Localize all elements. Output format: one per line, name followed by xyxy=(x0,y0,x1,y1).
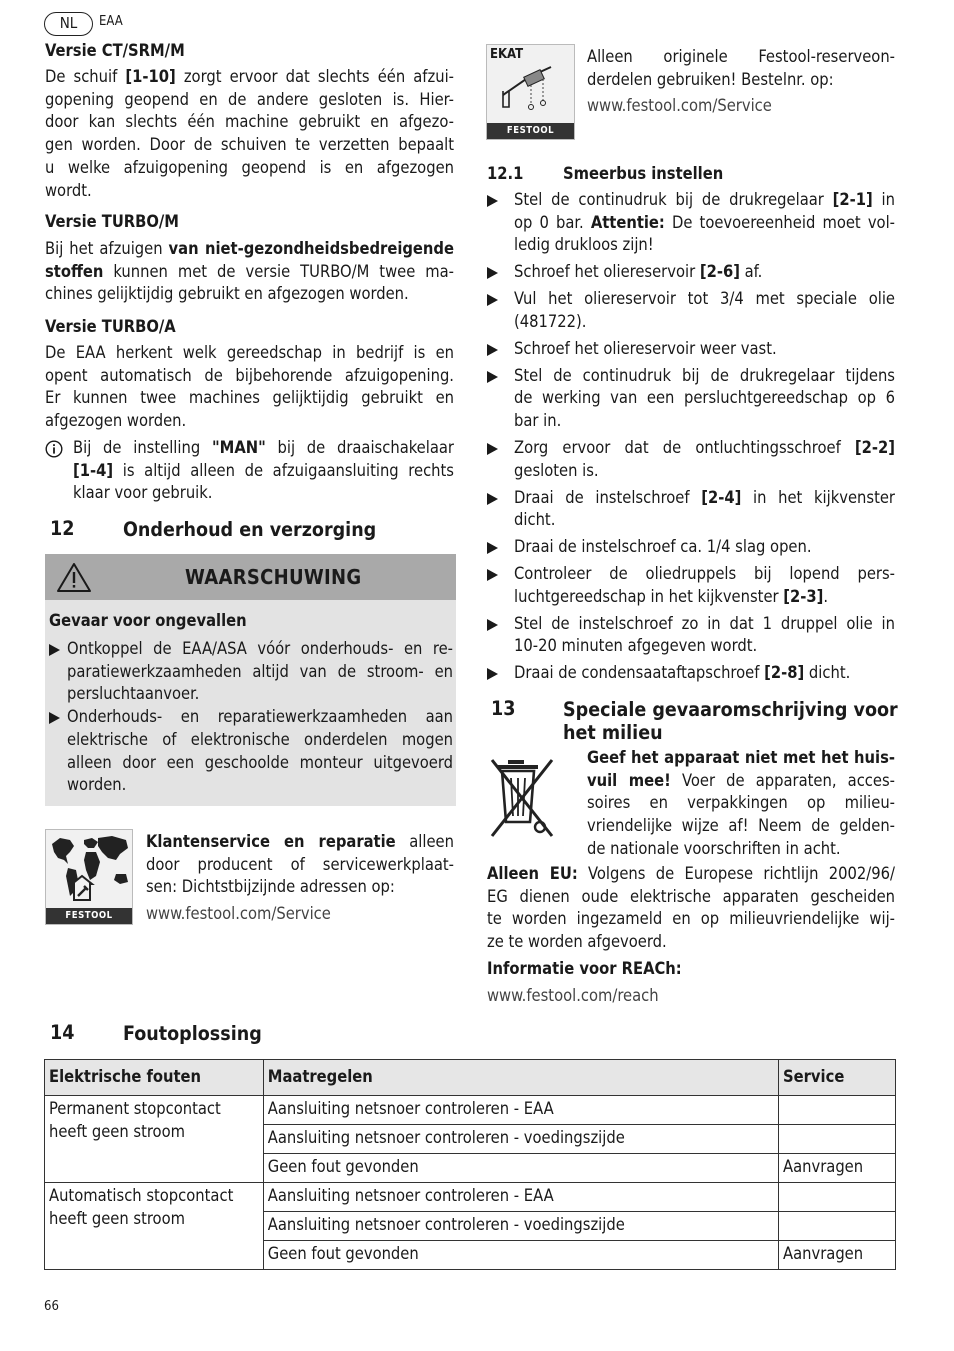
section-13-number: 13 xyxy=(491,697,516,720)
fault-cell: Permanent stopcontact heeft geen stroom xyxy=(45,1096,264,1183)
measure-cell: Aansluiting netsnoer controleren - EAA xyxy=(263,1096,778,1125)
warning-title: WAARSCHUWING xyxy=(185,565,362,589)
service-cell: Aanvragen xyxy=(779,1241,896,1270)
service-text: Klantenservice en reparatie alleen door producent of servicewerkplaat- sen: Dichtstbijzijnde adressen op: www.festool.com/Service xyxy=(146,831,454,926)
ct-text: De schuif [1-10] zorgt ervoor dat slechts één afzui- gopening geopend en de andere gesloten is. Hier- door kan slechts één machine gebruikt en afgezo- gen worden. Door de schuiven te verzetten bepaalt u welke afzuigopening geopend is en afgezogen wordt. xyxy=(45,67,454,200)
world-map-icon xyxy=(46,830,132,908)
service-cell xyxy=(779,1096,896,1125)
measure-cell: Aansluiting netsnoer controleren - EAA xyxy=(263,1183,778,1212)
page-number: 66 xyxy=(44,1299,59,1314)
ekat-url-link[interactable]: www.festool.com/Service xyxy=(587,96,772,116)
service-cell xyxy=(779,1212,896,1241)
ekat-icon xyxy=(486,44,575,140)
fault-cell: Automatisch stopcontact heeft geen stroom xyxy=(45,1183,264,1270)
warning-triangle-icon xyxy=(56,562,92,593)
service-cell: Aanvragen xyxy=(779,1154,896,1183)
measure-cell: Geen fout gevonden xyxy=(263,1154,778,1183)
measure-cell: Aansluiting netsnoer controleren - voedingszijde xyxy=(263,1125,778,1154)
warning-item: Onderhouds- en reparatiewerkzaamheden aan elektrische of elektronische onderdelen mogen alleen door een geschoolde monteur uitgevoerd worden. xyxy=(45,706,453,797)
spare-parts-icon xyxy=(487,45,574,123)
service-cell xyxy=(779,1125,896,1154)
step-item: Zorg ervoor dat de ontluchtingsschroef [2-2] gesloten is. xyxy=(487,437,895,482)
step-item: Controleer de oliedruppels bij lopend pers- luchtgereedschap in het kijkvenster [2-3]. xyxy=(487,563,895,608)
measure-cell: Aansluiting netsnoer controleren - voedingszijde xyxy=(263,1212,778,1241)
table-row xyxy=(45,1096,896,1125)
section-12-1-number: 12.1 xyxy=(487,164,524,183)
warning-item: Ontkoppel de EAA/ASA vóór onderhouds- en re- paratiewerkzaamheden altijd van de stroom- en persluchtaanvoer. xyxy=(45,638,453,706)
section-12-number: 12 xyxy=(50,517,75,540)
warning-list xyxy=(45,638,453,797)
section-14-title: Foutoplossing xyxy=(123,1022,262,1045)
warning-body xyxy=(45,600,456,806)
table-row xyxy=(45,1183,896,1212)
environment-text: Geef het apparaat niet met het huis- vuil mee! Voer de apparaten, acces- soires en verpakkingen op milieu- vriendelijke wijze af! Neem de gelden- de nationale voorschriften in acht. xyxy=(587,748,895,858)
heading-ct: Versie CT/SRM/M xyxy=(45,41,185,60)
step-item: Stel de instelschroef zo in dat 1 druppel olie in 10-20 minuten afgegeven wordt. xyxy=(487,613,895,658)
eu-text: Alleen EU: Volgens de Europese richtlijn 2002/96/ EG dienen oude elektrische apparaten gescheiden te worden ingezameld en op milieuvriendelijke wij- ze te worden afgevoerd. xyxy=(487,864,895,952)
heading-turbo-a: Versie TURBO/A xyxy=(45,317,176,336)
col-header-service: Service xyxy=(779,1060,896,1096)
turbo-a-text: De EAA herkent welk gereedschap in bedrijf is en opent automatisch de bijbehorende afzuigopening. Er kunnen twee machines gelijktijdig gebruikt en afgezogen worden. xyxy=(45,343,454,431)
product-code: EAA xyxy=(99,14,123,29)
section-13-title: Speciale gevaaromschrijving voor het milieu xyxy=(563,698,898,744)
festool-logo-bar: FESTOOL xyxy=(46,908,132,924)
info-icon xyxy=(45,440,63,458)
section-14-number: 14 xyxy=(50,1021,75,1044)
festool-logo-bar: FESTOOL xyxy=(487,123,574,139)
step-item: Schroef het oliereservoir weer vast. xyxy=(487,338,895,361)
lubricator-steps xyxy=(487,189,895,689)
step-item: Stel de continudruk bij de drukregelaar tijdens de werking van een persluchtgereedschap op 6 bar in. xyxy=(487,365,895,433)
measure-cell: Geen fout gevonden xyxy=(263,1241,778,1270)
table-header-row xyxy=(45,1060,896,1096)
heading-turbo-m: Versie TURBO/M xyxy=(45,212,179,231)
fault-table xyxy=(44,1059,896,1270)
note-text: Bij de instelling "MAN" bij de draaischakelaar [1-4] is altijd alleen de afzuigaansluiting rechts klaar voor gebruik. xyxy=(73,438,454,503)
section-12-1-title: Smeerbus instellen xyxy=(563,164,724,183)
service-url-link[interactable]: www.festool.com/Service xyxy=(146,904,331,924)
ekat-icon-title: EKAT xyxy=(490,47,524,62)
language-badge: NL xyxy=(44,12,93,36)
col-header-faults: Elektrische fouten xyxy=(45,1060,264,1096)
step-item: Schroef het oliereservoir [2-6] af. xyxy=(487,261,895,284)
step-item: Draai de condensaataftapschroef [2-8] dicht. xyxy=(487,662,895,685)
warning-subtitle: Gevaar voor ongevallen xyxy=(49,611,247,630)
ekat-text: Alleen originele Festool-reserveon- derdelen gebruiken! Bestelnr. op: www.festool.com/Service xyxy=(587,46,895,118)
crossed-bin-icon xyxy=(490,756,556,842)
col-header-measures: Maatregelen xyxy=(263,1060,778,1096)
step-item: Vul het oliereservoir tot 3/4 met speciale olie (481722). xyxy=(487,288,895,333)
reach-url-link[interactable]: www.festool.com/reach xyxy=(487,986,659,1005)
warning-header xyxy=(45,554,456,600)
service-cell xyxy=(779,1183,896,1212)
step-item: Draai de instelschroef ca. 1/4 slag open. xyxy=(487,536,895,559)
service-world-icon xyxy=(45,829,133,925)
step-item: Draai de instelschroef [2-4] in het kijkvenster dicht. xyxy=(487,487,895,532)
turbo-m-text: Bij het afzuigen van niet-gezondheidsbedreigende stoffen kunnen met de versie TURBO/M twee ma- chines gelijktijdig gebruikt en afgezogen worden. xyxy=(45,239,454,304)
step-item: Stel de continudruk bij de drukregelaar [2-1] in op 0 bar. Attentie: De toevoereenheid moet vol- ledig drukloos zijn! xyxy=(487,189,895,257)
reach-heading: Informatie voor REACh: xyxy=(487,959,682,978)
section-12-title: Onderhoud en verzorging xyxy=(123,518,377,541)
